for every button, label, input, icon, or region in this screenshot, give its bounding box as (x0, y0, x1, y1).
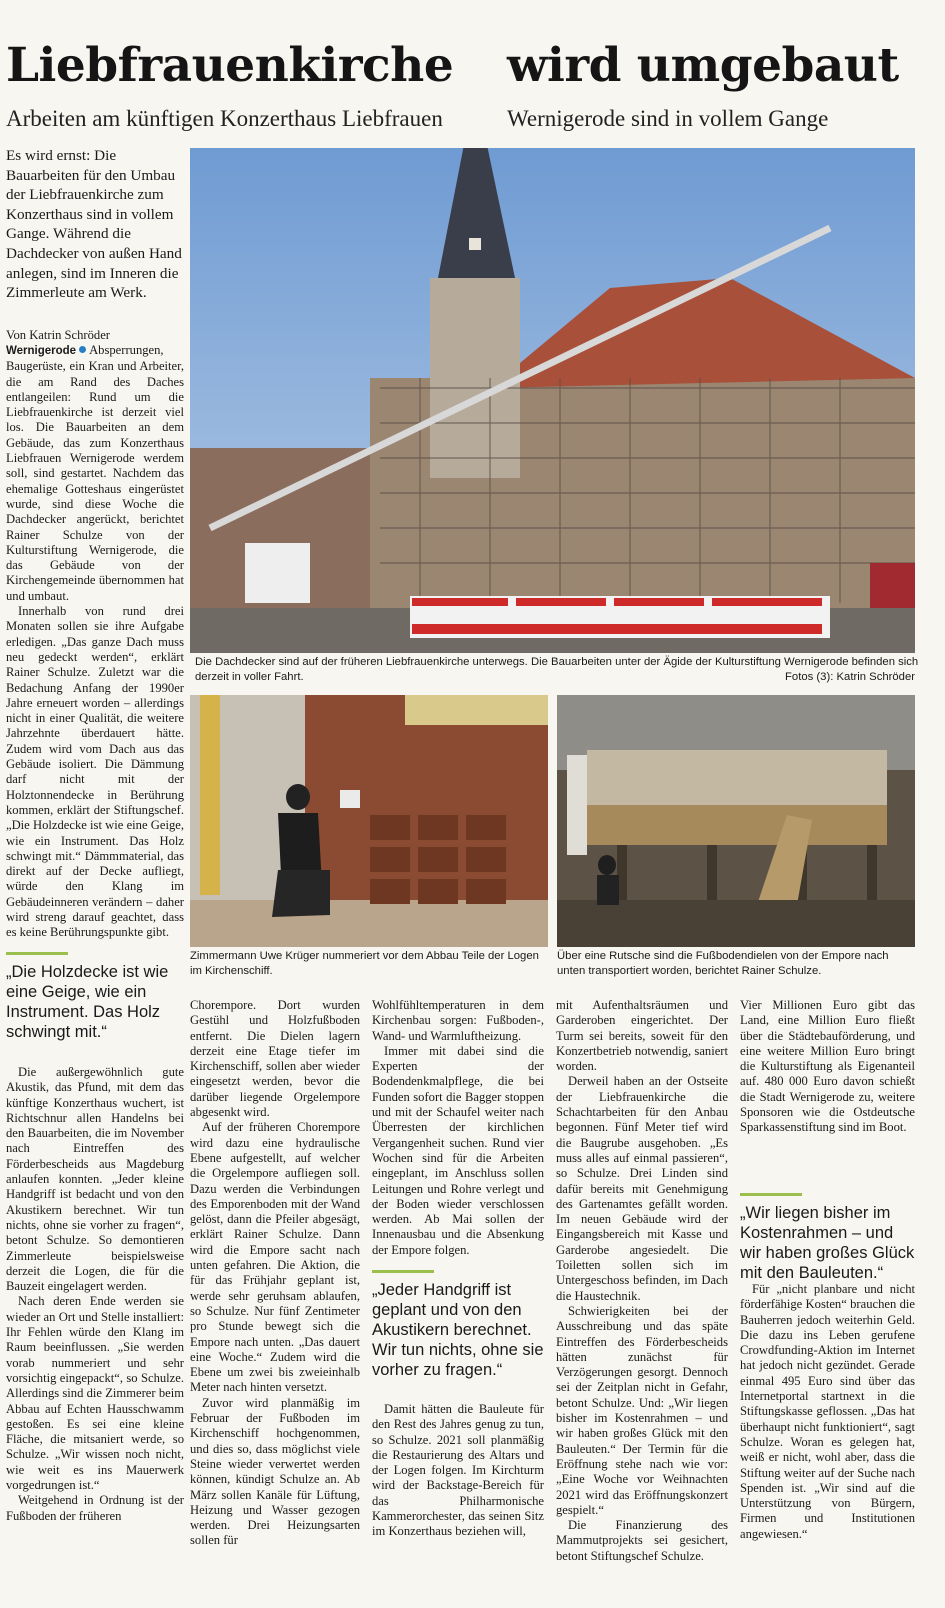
column-2 (190, 998, 360, 1549)
pull-quote-1: „Die Holzdecke ist wie eine Geige, wie ein Instrument. Das Holz schwingt mit.“ (6, 963, 169, 1041)
paragraph: Nach deren Ende werden sie wieder an Ort und Stelle installiert: Ihr Fehlen würde den Klang im Raum beeinflussen. „Sie werden vorab nummeriert und sehr vorsichtig eingepackt“, so Schulze. Allerdings sind die Zimmerer beim Abbau auf Echten Hausschwamm gestoßen. Es sei eine kleine Fläche, die mitsaniert werde, so Schulze. „Wir wissen noch nicht, wie weit es ins Mauerwerk vorgedrungen ist.“ (6, 1294, 184, 1493)
caption-main-photo: Die Dachdecker sind auf der früheren Liebfrauenkirche unterwegs. Die Bauarbeiten unter der Ägide der Kulturstiftung Wernigerode befinden sich derzeit in voller Fahrt. (195, 656, 919, 683)
paragraph: mit Aufenthaltsräumen und Garderoben eingerichtet. Der Turm sei bereits, soweit für den Konzertbetrieb notwendig, saniert worden. (556, 998, 728, 1074)
pull-quote-2: „Jeder Handgriff ist geplant und von den Akustikern berechnet. Wir tun nichts, ohne sie vorher zu fragen.“ (372, 1281, 544, 1379)
column-5 (740, 998, 915, 1136)
paragraph: Für „nicht planbare und nicht förderfähige Kosten“ brauchen die Bauherren jedoch weiterhin Geld. Die dazu ins Leben gerufene Crowdfunding-Aktion im Internet hat jedoch nicht gezündet. Gerade einmal 495 Euro sind über das Internetportal startnext in die Stiftungskasse geflossen. „Das hat überhaupt nicht funktioniert“, sagt Schulze. Woran es gelegen hat, weiß er nicht, wohl aber, dass die Stiftung weiter auf der Suche nach Spenden ist. „Wir sind auf die Unterstützung von Bürgern, Firmen und Institutionen angewiesen.“ (740, 1282, 915, 1541)
dateline-dot-icon (79, 346, 86, 353)
intro-text: Absperrungen, Baugerüste, ein Kran und Arbeiter, die am Rand des Daches entlangeilen: Rund um die Liebfrauenkirche ist derzeit viel los. Die Bauarbeiten an dem Gebäude, das zum Konzerthaus Liebfrauen Wernigerode werdem soll, sind gestartet. Nachdem das ehemalige Gotteshaus eingerüstet wurde, sind diese Woche die Dachdecker angerückt, berichtet Rainer Schulze von der Kulturstiftung Wernigerode, die das Gebäude von der Kirchengemeinde übernommen hat und umbaut. (6, 343, 184, 603)
subheadline-part-2: Wernigerode sind in vollem Gange (507, 106, 829, 131)
paragraph: Immer mit dabei sind die Experten der Bodendenkmalpflege, die bei Funden sofort die Bagger stoppen und mit der Schaufel weiter nach Überresten der kirchlichen Vergangenheit suchen. Rund vier Wochen sind für die Arbeiten eingeplant, im Anschluss sollen Leitungen und Rohre verlegt und der Boden wieder verschlossen werden. Ab Mai sollen der Innenausbau und die Absenkung der Empore folgen. (372, 1043, 544, 1257)
quote-accent-bar (740, 1193, 802, 1196)
caption-left-photo: Zimmermann Uwe Krüger nummeriert vor dem Abbau Teile der Logen im Kirchenschiff. (190, 950, 539, 977)
byline: Von Katrin Schröder (6, 328, 110, 342)
quote-accent-bar (372, 1270, 434, 1273)
paragraph: Weitgehend in Ordnung ist der Fußboden der früheren (6, 1493, 184, 1523)
photo-carpenter-numbering (190, 695, 548, 947)
column-5-bottom (740, 1282, 915, 1542)
lead-paragraph: Es wird ernst: Die Bauarbeiten für den Umbau der Liebfrauenkirche zum Konzerthaus sind in vollem Gange. Während die Dachdecker von außen Hand anlegen, sind im Inneren die Zimmerleute am Werk. (6, 147, 182, 302)
paragraph: Innerhalb von rund drei Monaten sollen sie ihre Aufgabe erledigen. „Das ganze Dach muss neu gedeckt werden“, erklärt Rainer Schulze. Zuletzt war die Bedachung Anfang der 1990er Jahre erneuert worden – allerdings nicht in einer Qualität, die weitere Jahrzehnte überdauert hätte. Zudem wird vom Dach aus das Gebäude isoliert. Die Dämmung darf nicht mit der Holztonnendecke in Berührung kommen, erklärt der Stiftungschef. „Die Holzdecke ist wie eine Geige, wie ein Instrument. Das Holz schwingt mit.“ Dämmmaterial, das direkt auf der Decke aufliegt, würde den Klang im Gebäudeinneren verändern – daher wird streng darauf geachtet, dass es keine Berührungspunkte gibt. (6, 604, 184, 940)
paragraph: Damit hätten die Bauleute für den Rest des Jahres genug zu tun, so Schulze. 2021 soll planmäßig die Restaurierung des Altars und der Logen folgen. Im Kirchturm wird der Backstage-Bereich für das Philharmonische Kammerorchester, das seinen Sitz im Konzerthaus beziehen will, (372, 1402, 544, 1539)
paragraph: Schwierigkeiten bei der Ausschreibung und das späte Eintreffen des Förderbescheids hätten zunächst für Verzögerungen gesorgt. Dennoch sei der Zeitplan nicht in Gefahr, betont Schulze. Und: „Wir liegen bisher im Kostenrahmen – und wir haben großes Glück mit den Bauleuten.“ Der Termin für die Eröffnung stehe nach wie vor: „Eine Woche vor Weihnachten 2021 wird das Eröffnungskonzert gespielt.“ (556, 1303, 728, 1517)
paragraph: Die außergewöhnlich gute Akustik, das Pfund, mit dem das künftige Konzerthaus wuchert, ist Richtschnur allen Handelns bei den Bauarbeiten, die im November nach Eintreffen des Förderbescheids aus Magdeburg anlaufen konnten. „Jeder kleine Handgriff ist bedacht und von den Akustikern berechnet. Wir tun nichts, ohne sie vorher zu fragen“, betont Schulze. So demontieren Zimmerleute beispielsweise derzeit die Logen, die für die Bauzeit eingelagert werden. (6, 1065, 184, 1294)
quote-accent-bar (6, 952, 68, 955)
dateline: Wernigerode (6, 345, 77, 357)
paragraph: Wohlfühltemperaturen in dem Kirchenbau sorgen: Fußboden-, Wand- und Warmluftheizung. (372, 998, 544, 1043)
photo-church-interior-slide (557, 695, 915, 947)
caption-right-photo: Über eine Rutsche sind die Fußbodendielen von der Empore nach unten transportiert worden, berichtet Rainer Schulze. (557, 950, 889, 977)
column-1-bottom (6, 1065, 184, 1524)
paragraph: Auf der früheren Chorempore wird dazu eine hydraulische Ebene aufgestellt, auf welcher die Orgelempore aufliegen soll. Dazu werden die Verbindungen des Emporenboden mit der Wand gelöst, dann die Pfeiler abgesägt, erklärt Rainer Schulze. Dann wird die Empore sacht nach unten gefahren. Die Aktion, die für das Frühjahr geplant ist, werde sehr geruhsam ablaufen, so Schulze. Nur fünf Zentimeter pro Stunde bewegt sich die Empore nach unten. „Das dauert eine Woche.“ Zudem wird die Ebene um zwei bis zweieinhalb Meter nach hinten versetzt. (190, 1120, 360, 1395)
column-1-top (6, 343, 184, 941)
column-3 (372, 998, 544, 1258)
headline-part-1: Liebfrauenkirche (6, 38, 454, 93)
main-photo-church-scaffolding (190, 148, 915, 653)
column-4 (556, 998, 728, 1564)
column-3-bottom (372, 1402, 544, 1540)
subheadline-part-1: Arbeiten am künftigen Konzerthaus Liebfrauen (6, 106, 443, 131)
paragraph: Chorempore. Dort wurden Gestühl und Holzfußboden entfernt. Die Dielen lagern derzeit eine Etage tiefer im Kirchenschiff, sollen aber wieder eingesetzt werden, bevor die darüber liegende Orgelempore abgesenkt wird. (190, 998, 360, 1120)
photo-credit: Fotos (3): Katrin Schröder (785, 671, 915, 683)
paragraph: Vier Millionen Euro gibt das Land, eine Million Euro fließt über die Städtebauförderung, und eine weitere Million Euro bringt die Kulturstiftung als Eigenanteil auf. 480 000 Euro davon schießt die Stadt Wernigerode zu, weitere Sponsoren wie die Ostdeutsche Sparkassenstiftung sind im Boot. (740, 998, 915, 1135)
headline-part-2: wird umgebaut (507, 38, 899, 93)
paragraph: Zuvor wird planmäßig im Februar der Fußboden im Kirchenschiff hochgenommen, und dies so, dass möglichst viele Steine wieder verwertet werden können, kündigt Schulze an. Ab März sollen Kanäle für Lüftung, Heizung und Wasser gezogen werden. Drei Heizungsarten sollen für (190, 1395, 360, 1548)
paragraph: Die Finanzierung des Mammutprojekts sei gesichert, betont Stiftungschef Schulze. (556, 1518, 728, 1563)
pull-quote-3: „Wir liegen bisher im Kostenrahmen – und wir haben großes Glück mit den Bauleuten.“ (740, 1204, 915, 1282)
paragraph: Derweil haben an der Ostseite der Liebfrauenkirche die Schachtarbeiten für den Anbau begonnen. Fünf Meter tief wird die Baugrube ausgehoben. „Es muss alles auf einmal passieren“, so Schulze. Drei Linden sind dafür bereits mit Genehmigung des Gartenamtes gefällt worden. Im neuen Gebäude wird der Eingangsbereich mit Kasse und Garderobe angesiedelt. Die Toiletten sollen sich im Untergeschoss befinden, im Dach die Haustechnik. (556, 1074, 728, 1303)
